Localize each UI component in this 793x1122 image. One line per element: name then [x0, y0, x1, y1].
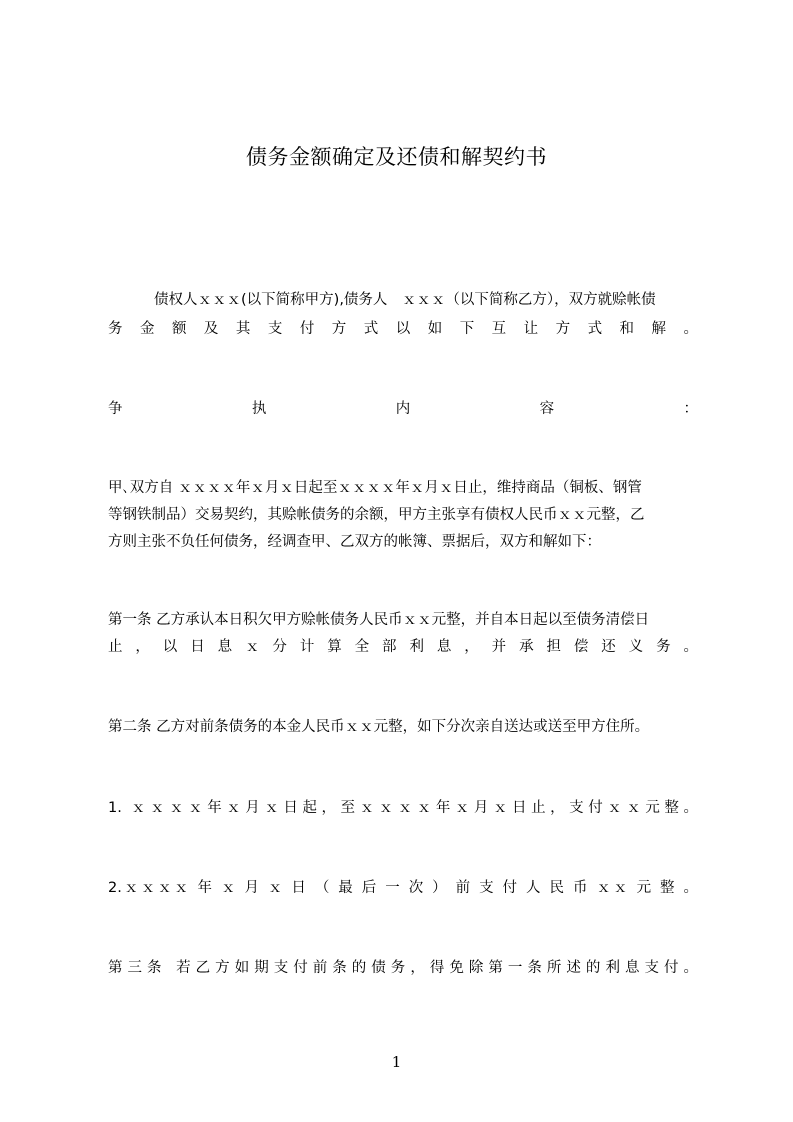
- dispute-heading: 争 执 内 容 ：: [108, 401, 698, 417]
- page-number: 1: [391, 1053, 402, 1071]
- article-1-line-1: 第一条 乙方承认本日积欠甲方赊帐债务人民币ｘｘ元整，并自本日起以至债务清偿日: [108, 612, 650, 628]
- dispute-line-1: 甲､双方自 ｘｘｘｘ年ｘ月ｘ日起至ｘｘｘｘ年ｘ月ｘ日止，维持商品（铜板、钢管: [108, 480, 642, 496]
- article-1-line-2: 止 ， 以 日 息 ｘ 分 计 算 全 部 利 息 ， 并 承 担 偿 还 义 务 。: [108, 639, 698, 655]
- article-2-item-1: 1. ｘｘｘｘ年ｘ月ｘ日起，至ｘｘｘｘ年ｘ月ｘ日止，支付ｘｘ元整。: [108, 800, 698, 816]
- intro-line-2: 务 金 额 及 其 支 付 方 式 以 如 下 互 让 方 式 和 解 。: [108, 321, 698, 337]
- dispute-line-3: 方则主张不负任何债务，经调查甲、乙双方的帐簿、票据后，双方和解如下：: [108, 534, 601, 550]
- intro-line-1: 债权人ｘｘｘ(以下简称甲方),债务人 ｘｘｘ（以下简称乙方），双方就赊帐债: [154, 292, 656, 308]
- article-2-item-2: 2.ｘｘｘｘ 年 ｘ 月 ｘ 日 （ 最 后 一 次 ） 前 支 付 人 民 币 ｘｘ 元 整 。: [108, 880, 698, 896]
- article-3: 第三条 若乙方如期支付前条的债务，得免除第一条所述的利息支付。: [108, 960, 698, 976]
- document-title: 债务金额确定及还债和解契约书: [246, 145, 547, 169]
- article-2: 第二条 乙方对前条债务的本金人民币ｘｘ元整，如下分次亲自送达或送至甲方住所。: [108, 719, 650, 735]
- dispute-line-2: 等钢铁制品）交易契约，其赊帐债务的余额，甲方主张享有债权人民币ｘｘ元整，乙: [108, 507, 645, 523]
